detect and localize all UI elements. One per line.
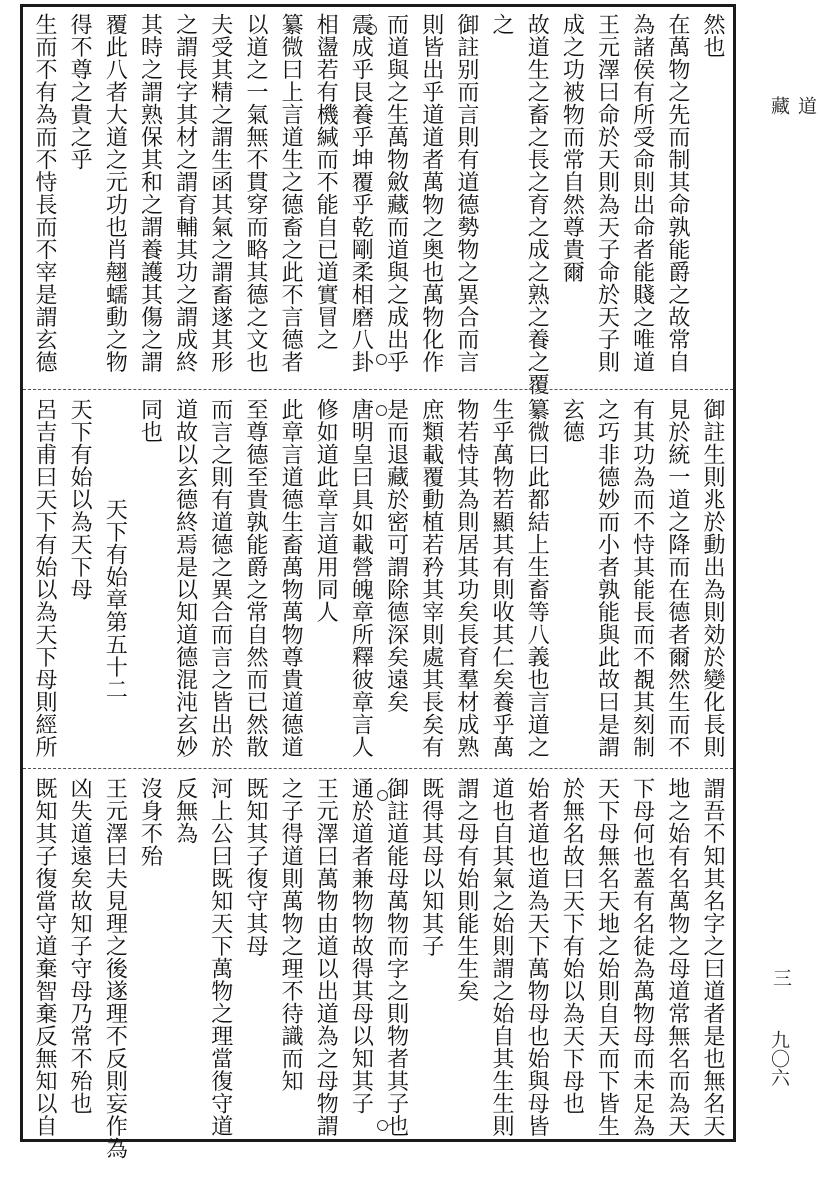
panel-divider [23,389,733,390]
text-column: 則皆出乎道道者萬物之奥也萬物化作 [418,13,444,373]
column-group [29,398,727,762]
text-column: 是而退藏於密可謂除德深矣遠矣 [383,398,409,713]
text-column: 夫受其精之謂生函其氣之謂畜遂其形 [207,13,233,373]
circle-mark-icon [366,24,377,35]
text-column: 天下有始以為天下母 [67,398,93,601]
text-column: 而道與之生萬物斂藏而道與之成出乎 [383,13,409,373]
circle-mark-icon [376,354,387,365]
text-column: 始者道也道為天下萬物母也始與母皆 [524,777,550,1137]
text-column: 於無名故曰天下有始以為天下母也 [559,777,585,1115]
text-column: 修如道此章言道用同人 [313,398,339,623]
text-column: 此章言道德生畜萬物萬物尊貴道德道 [278,398,304,758]
text-panel-top [23,7,733,396]
text-column: 其時之謂熟保其和之謂養護其傷之謂 [137,13,163,373]
text-column: 道故以玄德終焉是以知道德混沌玄妙 [172,398,198,758]
text-column: 纂微曰此都結上生畜等八義也言道之 [524,398,550,758]
text-column: 御註生則兆於動出為則効於變化長則 [699,398,725,758]
text-panel-middle [23,392,733,768]
text-column: 凶失道遠矣故知子守母乃常不殆也 [67,777,93,1115]
text-column: 為諸侯有所受命則出命者能賤之唯道 [629,13,655,373]
text-column: 而言之則有道德之異合而言之皆出於 [207,398,233,758]
text-column: 地之始有名萬物之母道常無名而為天 [664,777,690,1137]
text-column: 天下母無名天地之始則自天而下皆生 [594,777,620,1137]
text-column: 纂微曰上言道生之德畜之此不言德者 [278,13,304,373]
circle-mark-icon [376,405,387,416]
text-panel-bottom [23,771,733,1160]
book-name-char: 藏 [768,96,790,115]
page-number: 九〇六 [768,1030,790,1087]
text-column: 同也 [137,398,163,443]
text-column: 之子得道則萬物之理不待識而知 [278,777,304,1092]
text-column: 反無為 [172,777,198,845]
text-column: 王元澤曰萬物由道以出道為之母物謂 [313,777,339,1137]
book-name-char: 道 [795,96,817,115]
text-column: 謂吾不知其名字之曰道者是也無名天 [699,777,725,1137]
circle-mark-icon [377,1120,388,1131]
text-column: 道也自其氣之始則謂之始自其生生則 [489,777,515,1137]
text-column: 生而不有為而不恃長而不宰是謂玄德 [32,13,57,373]
text-column: 王元澤曰命於天則為天子命於天子則 [594,13,620,373]
text-column: 王元澤曰夫見理之後遂理不反則妄作為 [102,777,128,1160]
text-column: 成之功被物而常自然尊貴爾 [559,13,585,283]
volume-number: 三 [770,968,792,987]
text-column: 唐明皇曰具如載營魄章所釋彼章言人 [348,398,374,758]
panel-divider [23,768,733,769]
text-column: 在萬物之先而制其命孰能爵之故常自 [664,13,690,373]
text-column: 生乎萬物若顯其有則收其仁矣養乎萬 [489,398,515,758]
text-column: 故道生之畜之長之育之成之熟之養之覆 [524,13,550,396]
text-column: 下母何也蓋有名徒為萬物母而未足為 [629,777,655,1137]
chapter-heading: 天下有始章第五十二 [102,498,128,701]
text-column: 見於統一道之降而在德者爾然生而不 [664,398,690,758]
text-column: 既得其母以知其子 [418,777,444,957]
text-column: 謂之母有始則能生生矣 [453,777,479,1002]
text-column: 之巧非德妙而小者孰能與此故曰是謂 [594,398,620,758]
text-column: 既知其子復守其母 [242,777,268,957]
text-column: 有其功為而不恃其能長而不覩其刻制 [629,398,655,758]
text-column: 之謂長字其材之謂育輔其功之謂成終 [172,13,198,373]
column-group [29,777,727,1160]
book-name-label [766,96,820,161]
text-column: 以道之一氣無不貫穿而略其德之文也 [242,13,268,373]
text-column: 然也 [699,13,725,58]
text-column: 既知其子復當守道棄智棄反無知以自 [32,777,57,1137]
circle-mark-icon [377,790,388,801]
text-column: 相盪若有機緘而不能自已道實冒之 [313,13,339,351]
text-column: 至尊德至貴孰能爵之常自然而已然散 [242,398,268,758]
text-column: 玄德 [559,398,585,443]
text-column: 物若恃其為則居其功矣長育羣材成熟 [453,398,479,758]
text-column: 河上公曰既知天下萬物之理當復守道 [207,777,233,1137]
text-column: 御註道能母萬物而字之則物者其子也 [383,777,409,1137]
text-column: 之 [489,13,515,36]
text-column: 覆此八者大道之元功也肖翹蠕動之物 [102,13,128,373]
text-column: 通於道者兼物物故得其母以知其子 [348,777,374,1115]
text-column: 御註别而言則有道德勢物之異合而言 [453,13,479,373]
column-group [29,13,727,396]
text-column: 呂吉甫曰天下有始以為天下母則經所 [32,398,57,758]
text-column: 震成乎艮養乎坤覆乎乾剛柔相磨八卦 [348,13,374,373]
text-column: 庶類載覆動植若矜其宰則處其長矣有 [418,398,444,758]
text-column: 沒身不殆 [137,777,163,867]
text-column: 得不尊之貴之乎 [67,13,93,171]
